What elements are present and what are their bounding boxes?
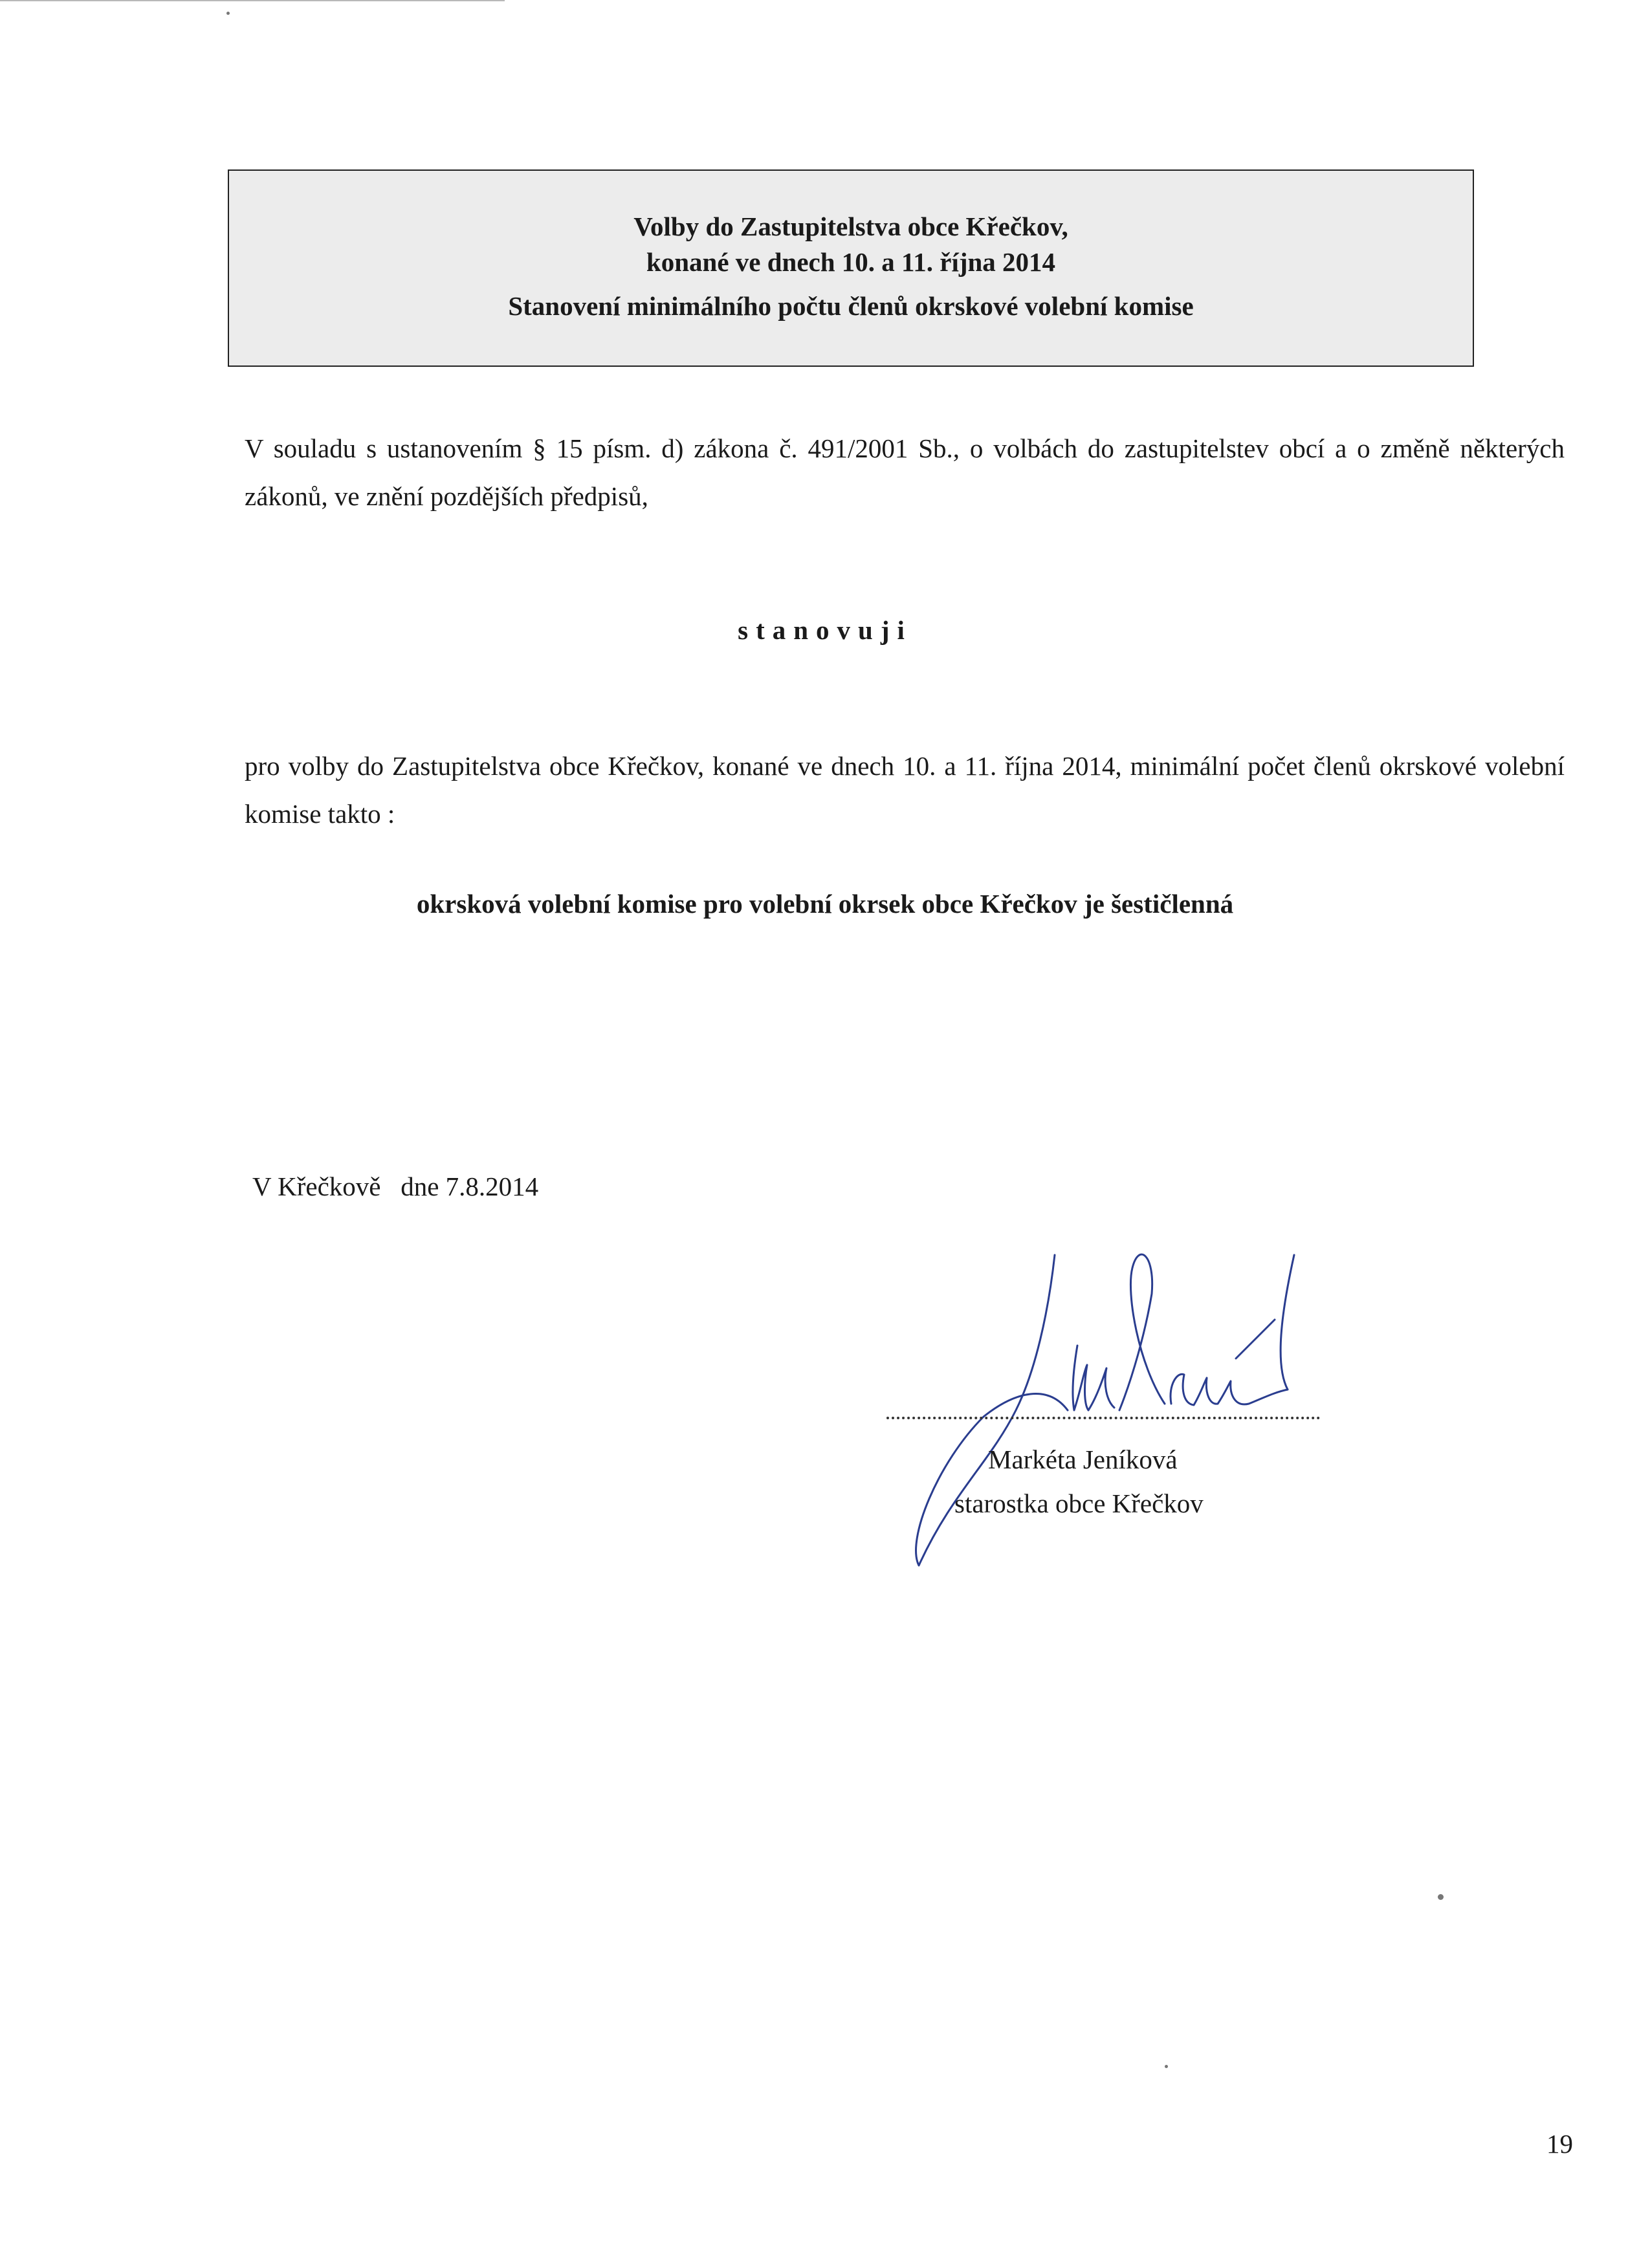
decision-statement: okrsková volební komise pro volební okrsek obce Křečkov je šestičlenná (416, 889, 1234, 919)
scan-edge-line (0, 0, 505, 1)
scan-speck (1165, 2065, 1168, 2068)
scan-speck (1438, 1894, 1444, 1900)
scan-speck (226, 12, 230, 15)
header-subtitle: Stanovení minimálního počtu členů okrskové volební komise (508, 291, 1194, 321)
signature-dotted-line (886, 1417, 1320, 1419)
page-number: 19 (1546, 2129, 1573, 2159)
header-title-line-1: Volby do Zastupitelstva obce Křečkov, (633, 212, 1068, 241)
resolution-word: stanovuji (738, 615, 912, 645)
handwritten-signature (861, 1216, 1443, 1578)
header-title-line-2: konané ve dnech 10. a 11. října 2014 (646, 247, 1056, 277)
intro-paragraph: V souladu s ustanovením § 15 písm. d) zákona č. 491/2001 Sb., o volbách do zastupitelstev obcí a o změně některých zákonů, ve znění pozdějších předpisů, (245, 433, 1565, 511)
place-and-date: V Křečkově dne 7.8.2014 (252, 1172, 539, 1201)
body-paragraph: pro volby do Zastupitelstva obce Křečkov, konané ve dnech 10. a 11. října 2014, minimální počet členů okrskové volební komise takto : (245, 751, 1565, 829)
signer-name: Markéta Jeníková (988, 1445, 1178, 1474)
header-box (228, 169, 1474, 367)
signer-title: starostka obce Křečkov (954, 1488, 1204, 1518)
